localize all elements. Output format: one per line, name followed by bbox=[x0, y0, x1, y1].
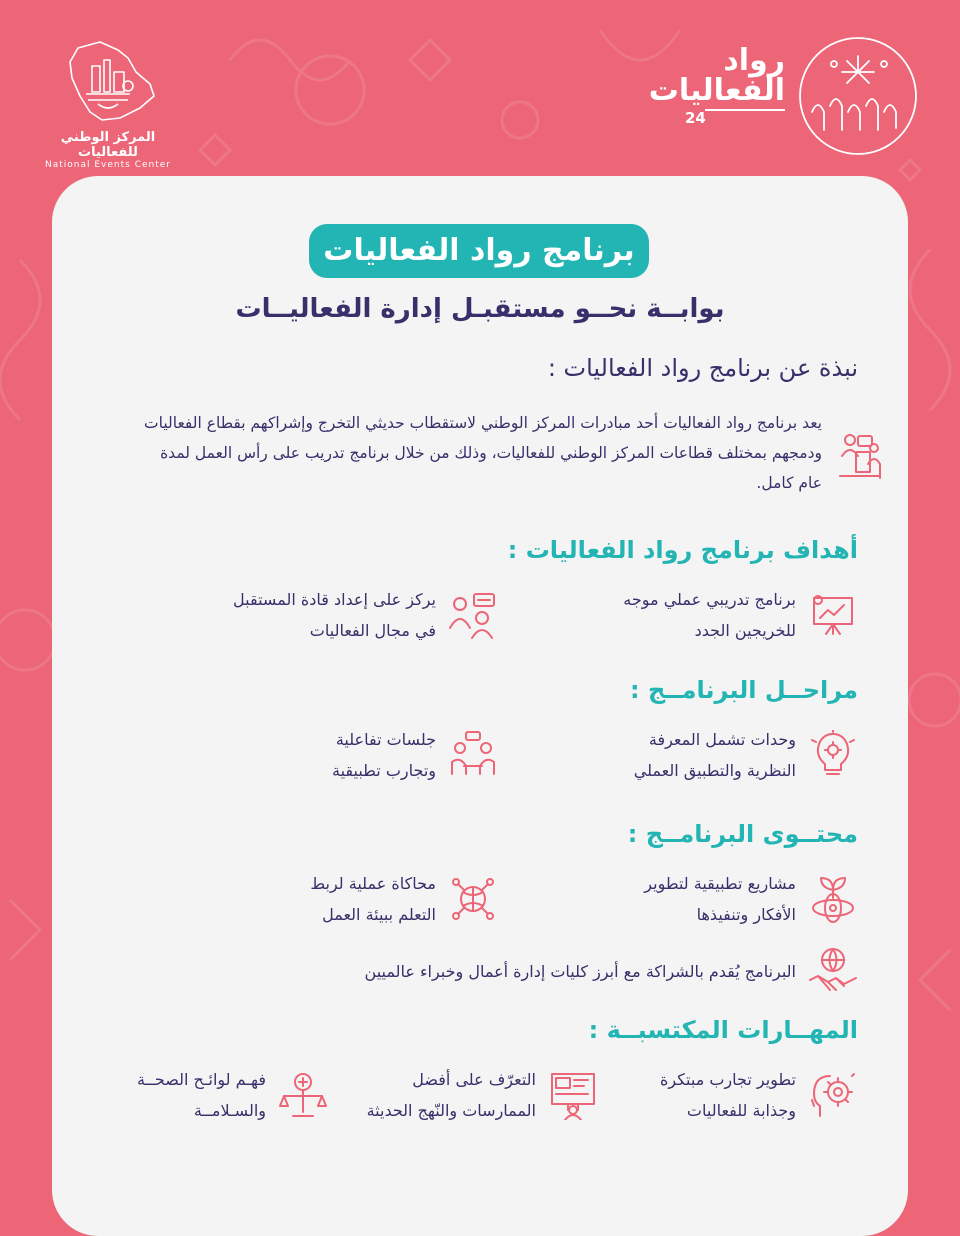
ruwwad-wordmark bbox=[648, 43, 785, 127]
partnership-text: البرنامج يُقدم بالشراكة مع أبرز كليات إدارة أعمال وخبراء عالميين bbox=[364, 961, 796, 981]
ruwwad-year: 24 bbox=[685, 109, 706, 127]
skill-safety-line2: والسـلامــة bbox=[193, 1101, 266, 1120]
saudi-map-emblem-icon bbox=[58, 38, 158, 124]
goal-training-line1: برنامج تدريبي عملي موجه bbox=[623, 590, 796, 609]
content-projects-line1: مشاريع تطبيقية لتطوير bbox=[644, 874, 796, 893]
goal-leaders-line1: يركز على إعداد قادة المستقبل bbox=[233, 590, 436, 609]
ruwwad-logo bbox=[648, 34, 920, 164]
phase-modules-line2: النظرية والتطبيق العملي bbox=[633, 761, 796, 780]
content-item-partnership bbox=[365, 946, 858, 996]
presenter-audience-icon bbox=[834, 430, 886, 482]
skill-item-safety bbox=[137, 1064, 328, 1126]
about-text: يعد برنامج رواد الفعاليات أحد مبادرات المركز الوطني لاستقطاب حديثي التخرج وإشراكهم بقطاع الفعاليات ودمجهم بمختلف قطاعات المركز الوطني للفعاليات، وذلك من خلال برنامج تدريب على رأس العمل لمدة عام كامل. bbox=[144, 414, 822, 492]
skill-safety-line1: فهـم لوائـح الصحــة bbox=[136, 1070, 266, 1089]
skill-practices-line2: الممارسات والنّهج الحديثة bbox=[366, 1101, 536, 1120]
phases-heading: مراحــل البرنامــج : bbox=[630, 676, 858, 704]
skill-experiences-line2: وجذابة للفعاليات bbox=[686, 1101, 796, 1120]
ruwwad-line2: الفعاليات bbox=[648, 73, 785, 108]
content-item-projects bbox=[644, 868, 858, 930]
goal-item-leaders bbox=[233, 584, 498, 646]
global-handshake-icon bbox=[808, 946, 858, 996]
phase-modules-line1: وحدات تشمل المعرفة bbox=[648, 730, 796, 749]
goal-training-line2: للخريجين الجدد bbox=[694, 621, 796, 640]
fireworks-badge-icon bbox=[796, 34, 920, 158]
plant-growth-icon bbox=[808, 874, 858, 924]
page-title: برنامج رواد الفعاليات bbox=[309, 224, 649, 278]
content-projects-line2: الأفكار وتنفيذها bbox=[696, 905, 796, 924]
connected-network-icon bbox=[448, 874, 498, 924]
lightbulb-gear-icon bbox=[808, 730, 858, 780]
phase-item-sessions bbox=[332, 724, 498, 786]
content-simulation-line2: التعلم ببيئة العمل bbox=[322, 905, 436, 924]
conversation-people-icon bbox=[448, 730, 498, 780]
nec-name-arabic: المركز الوطني للفعاليات bbox=[60, 130, 156, 160]
content-simulation-line1: محاكاة عملية لربط bbox=[310, 874, 436, 893]
page-subtitle: بوابــة نحــو مستقبـل إدارة الفعاليــات bbox=[235, 294, 725, 324]
skills-heading: المهــارات المكتسبــة : bbox=[588, 1016, 858, 1044]
nec-logo bbox=[38, 38, 178, 170]
content-heading: محتــوى البرنامــج : bbox=[627, 820, 858, 848]
content-item-simulation bbox=[310, 868, 498, 930]
creative-mind-icon bbox=[808, 1070, 858, 1120]
mentor-chat-icon bbox=[448, 590, 498, 640]
content-card bbox=[52, 176, 908, 1236]
ruwwad-line1: رواد bbox=[723, 43, 785, 78]
skill-experiences-line1: تطوير تجارب مبتكرة bbox=[659, 1070, 796, 1089]
health-scale-icon bbox=[278, 1070, 328, 1120]
goals-heading: أهداف برنامج رواد الفعاليات : bbox=[507, 536, 858, 564]
skill-item-experiences bbox=[660, 1064, 858, 1126]
online-learning-icon bbox=[548, 1070, 598, 1120]
nec-name-english: National Events Center bbox=[45, 160, 171, 170]
page-header bbox=[0, 0, 960, 180]
skill-item-practices bbox=[367, 1064, 598, 1126]
skill-practices-line1: التعرّف على أفضل bbox=[412, 1070, 536, 1089]
presentation-chart-icon bbox=[808, 590, 858, 640]
phase-sessions-line1: جلسات تفاعلية bbox=[335, 730, 436, 749]
goal-leaders-line2: في مجال الفعاليات bbox=[309, 621, 436, 640]
phase-item-modules bbox=[634, 724, 858, 786]
phase-sessions-line2: وتجارب تطبيقية bbox=[332, 761, 436, 780]
about-heading: نبذة عن برنامج رواد الفعاليات : bbox=[547, 354, 858, 382]
goal-item-training bbox=[623, 584, 858, 646]
